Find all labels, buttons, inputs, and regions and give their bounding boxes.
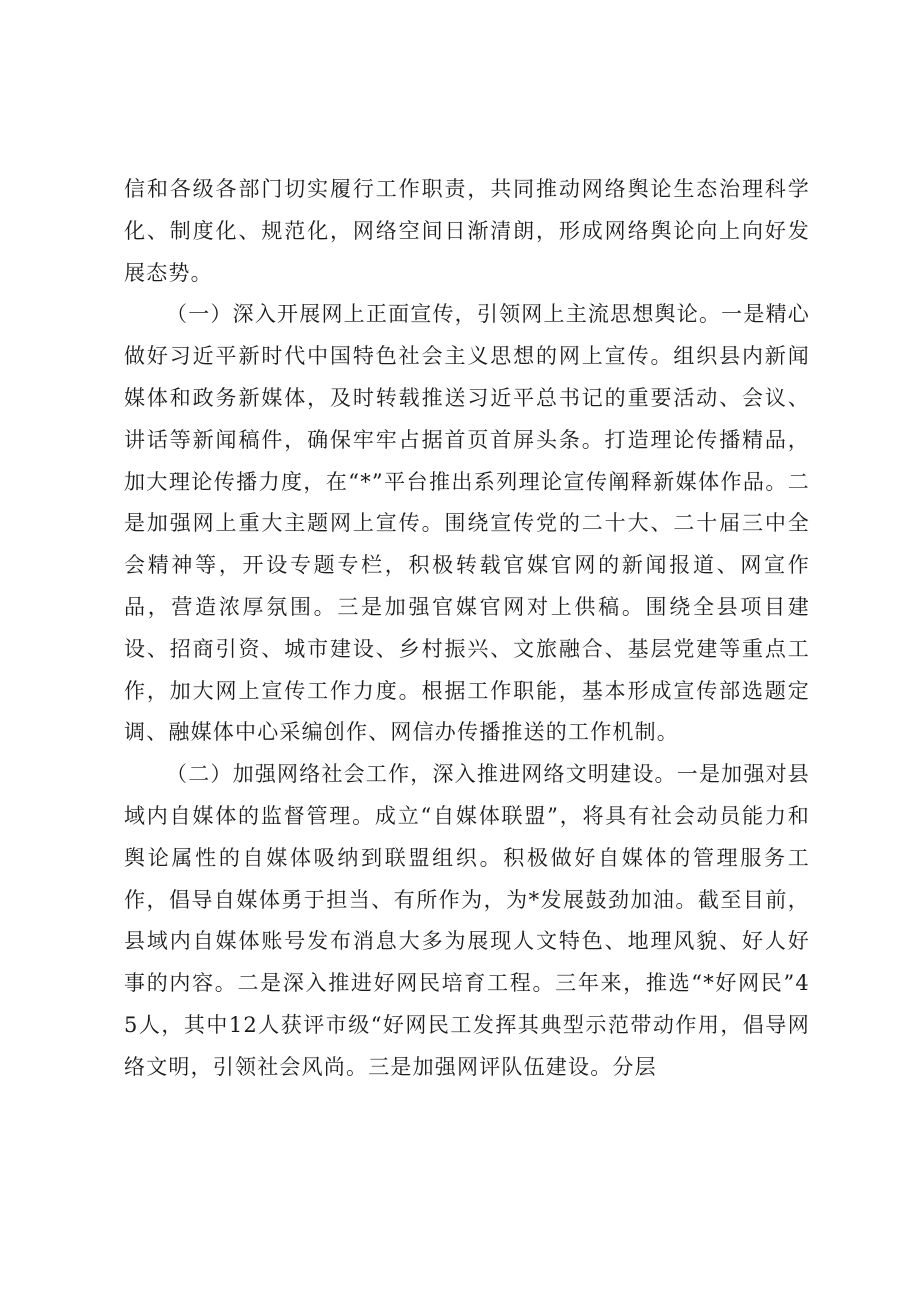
- paragraph-section-one: （一）深入开展网上正面宣传，引领网上主流思想舆论。一是精心做好习近平新时代中国特色社会主义思想的网上宣传。组织县内新闻媒体和政务新媒体，及时转载推送习近平总书记的重要活动、会议、讲话等新闻稿件，确保牢牢占据首页首屏头条。打造理论传播精品，加大理论传播力度，在“*”平台推出系列理论宣传阐释新媒体作品。二是加强网上重大主题网上宣传。围绕宣传党的二十大、二十届三中全会精神等，开设专题专栏，积极转载官媒官网的新闻报道、网宣作品，营造浓厚氛围。三是加强官媒官网对上供稿。围绕全县项目建设、招商引资、城市建设、乡村振兴、文旅融合、基层党建等重点工作，加大网上宣传工作力度。根据工作职能，基本形成宣传部选题定调、融媒体中心采编创作、网信办传播推送的工作机制。: [124, 302, 810, 745]
- document-body: [124, 169, 810, 1089]
- paragraph-continuation: 信和各级各部门切实履行工作职责，共同推动网络舆论生态治理科学化、制度化、规范化，网络空间日渐清朗，形成网络舆论向上向好发展态势。: [124, 177, 810, 285]
- paragraph-section-two: （二）加强网络社会工作，深入推进网络文明建设。一是加强对县域内自媒体的监督管理。成立“自媒体联盟”，将具有社会动员能力和舆论属性的自媒体吸纳到联盟组织。积极做好自媒体的管理服务工作，倡导自媒体勇于担当、有所作为，为*发展鼓劲加油。截至目前，县域内自媒体账号发布消息大多为展现人文特色、地理风貌、好人好事的内容。二是深入推进好网民培育工程。三年来，推选“*好网民”45人，其中12人获评市级“好网民工发挥其典型示范带动作用，倡导网络文明，引领社会风尚。三是加强网评队伍建设。分层: [124, 762, 810, 1079]
